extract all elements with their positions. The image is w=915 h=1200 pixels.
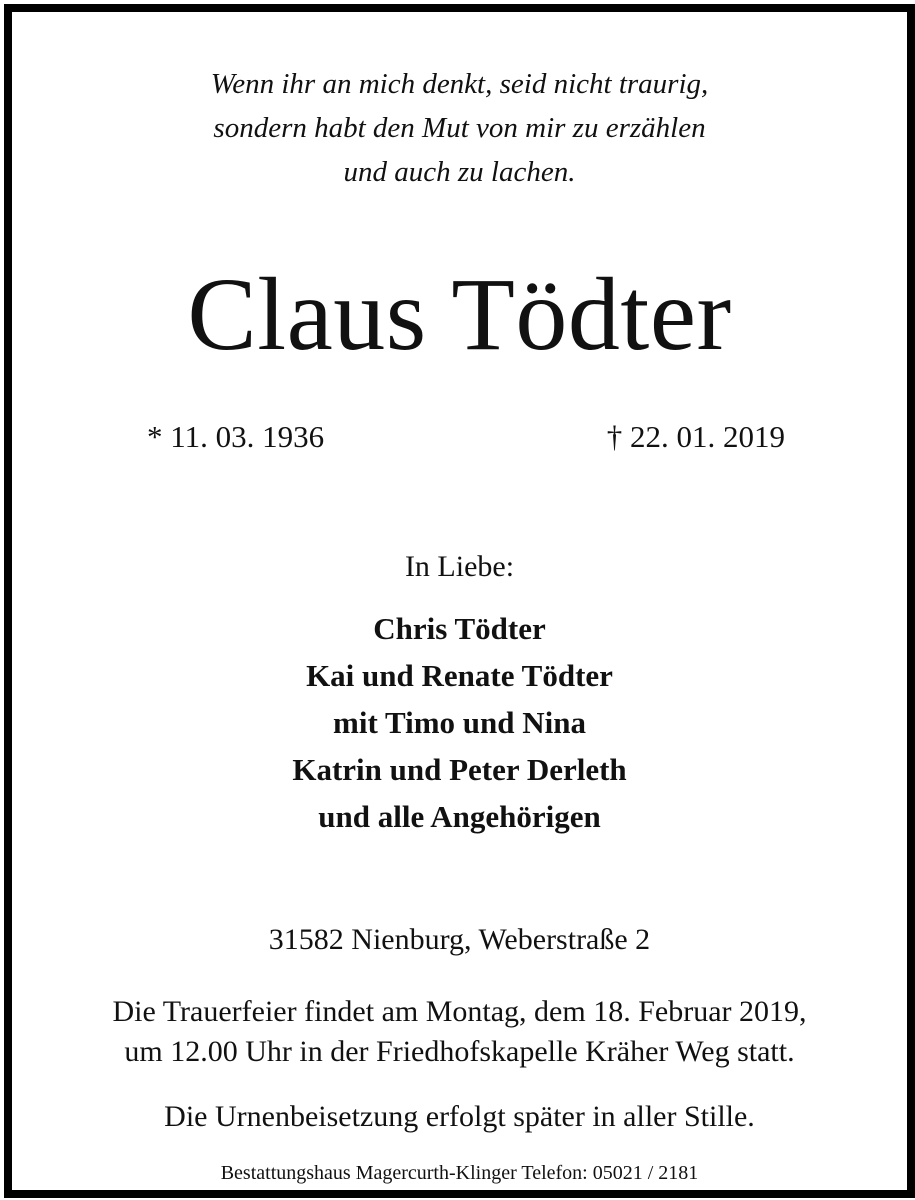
obituary-frame (4, 4, 915, 1198)
mourner-name: mit Timo und Nina (333, 705, 586, 740)
mourner-name: Kai und Renate Tödter (306, 658, 613, 693)
funeral-line: um 12.00 Uhr in der Friedhofskapelle Kräher Weg statt. (124, 1035, 795, 1068)
birth-date: * 11. 03. 1936 (147, 419, 325, 454)
poem-line: und auch zu lachen. (343, 156, 576, 188)
family-address: 31582 Nienburg, Weberstraße 2 (268, 923, 651, 956)
funeral-home-footer: Bestattungshaus Magercurth-Klinger Telefon: 05021 / 2181 (220, 1162, 699, 1184)
mourner-name: Chris Tödter (373, 611, 546, 646)
poem-line: Wenn ihr an mich denkt, seid nicht traurig, (210, 68, 709, 100)
funeral-notice (12, 992, 907, 1072)
urn-notice: Die Urnenbeisetzung erfolgt später in aller Stille. (164, 1100, 755, 1133)
poem-line: sondern habt den Mut von mir zu erzählen (213, 112, 706, 144)
deceased-name: Claus Tödter (187, 257, 732, 372)
mourners-list (12, 605, 907, 840)
mourner-name: und alle Angehörigen (318, 799, 601, 834)
mourners-intro: In Liebe: (404, 550, 515, 583)
memorial-poem (12, 62, 907, 194)
mourner-name: Katrin und Peter Derleth (292, 752, 627, 787)
death-date: † 22. 01. 2019 (606, 419, 785, 454)
funeral-line: Die Trauerfeier findet am Montag, dem 18. Februar 2019, (112, 995, 807, 1028)
